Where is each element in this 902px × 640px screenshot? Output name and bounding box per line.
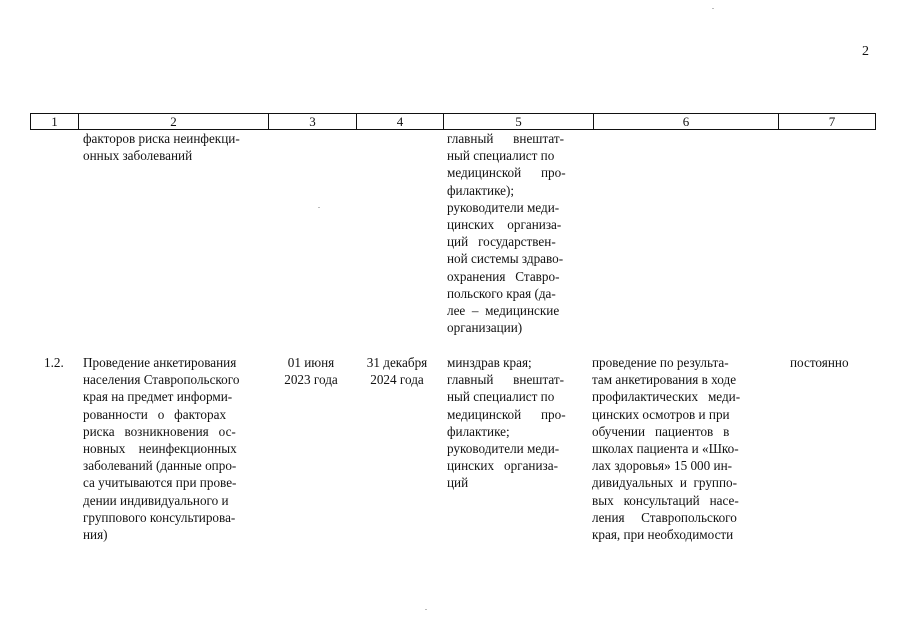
column-number-2: 2 bbox=[79, 114, 269, 129]
text-line: там анкетирования в ходе bbox=[592, 372, 737, 388]
text-line: рованности о факторах bbox=[83, 406, 227, 422]
text-line: 01 июня bbox=[287, 355, 335, 370]
column-number-4: 4 bbox=[357, 114, 444, 129]
text-line: обучении пациентов в bbox=[592, 423, 730, 439]
scan-speck bbox=[425, 609, 427, 610]
row-number: 1.2. bbox=[44, 355, 64, 370]
scan-speck bbox=[318, 207, 320, 208]
text-line: вых консультаций насе- bbox=[592, 492, 739, 508]
text-line: 31 декабря bbox=[366, 355, 428, 370]
page-number: 2 bbox=[862, 44, 869, 59]
continuation-col5 bbox=[447, 130, 581, 336]
text-line: профилактических меди- bbox=[592, 389, 741, 405]
row-1-2-col2 bbox=[83, 354, 265, 543]
text-line: медицинской про- bbox=[447, 165, 566, 181]
text-line: заболеваний (данные опро- bbox=[83, 458, 237, 474]
text-line: руководители меди- bbox=[447, 441, 560, 457]
text-line: 2024 года bbox=[370, 372, 424, 388]
text-line: школах пациента и «Шко- bbox=[592, 441, 739, 457]
text-line: края на предмет информи- bbox=[83, 389, 233, 405]
text-line: са учитываются при прове- bbox=[83, 475, 237, 491]
text-line: филактике; bbox=[447, 423, 510, 439]
column-number-5: 5 bbox=[444, 114, 594, 129]
text-line: охранения Ставро- bbox=[447, 268, 560, 284]
text-line: ций bbox=[447, 475, 469, 491]
text-line: ной системы здраво- bbox=[447, 251, 564, 267]
row-1-2-col5 bbox=[447, 354, 583, 492]
column-number-6: 6 bbox=[594, 114, 779, 129]
text-line: минздрав края; bbox=[447, 355, 532, 370]
text-line: польского края (да- bbox=[447, 285, 556, 301]
text-line: лее – медицинские bbox=[447, 303, 560, 319]
text-line: проведение по результа- bbox=[592, 355, 729, 370]
text-line: филактике); bbox=[447, 182, 515, 198]
column-number-7: 7 bbox=[828, 114, 836, 129]
column-number-3: 3 bbox=[269, 114, 357, 129]
text-line: ный специалист по bbox=[447, 148, 555, 164]
text-line: факторов риска неинфекци- bbox=[83, 131, 240, 146]
text-line: 2023 года bbox=[284, 372, 338, 388]
text-line: цинских организа- bbox=[447, 217, 562, 233]
text-line: главный внештат- bbox=[447, 131, 565, 146]
text-line: дивидуальных и группо- bbox=[592, 475, 738, 491]
text-line: онных заболеваний bbox=[83, 148, 193, 164]
row-1-2-col6 bbox=[592, 354, 764, 543]
text-line: медицинской про- bbox=[447, 406, 566, 422]
row-1-2-col7: постоянно bbox=[790, 355, 849, 370]
text-line: цинских организа- bbox=[447, 458, 558, 474]
scan-speck bbox=[712, 8, 714, 9]
text-line: ния) bbox=[83, 527, 108, 543]
text-line: новных неинфекционных bbox=[83, 441, 237, 457]
text-line: главный внештат- bbox=[447, 372, 565, 388]
text-line: руководители меди- bbox=[447, 199, 560, 215]
text-line: края, при необходимости bbox=[592, 527, 734, 543]
text-line: населения Ставропольского bbox=[83, 372, 240, 388]
table-header-row bbox=[30, 113, 876, 130]
text-line: организации) bbox=[447, 320, 523, 336]
text-line: риска возникновения ос- bbox=[83, 423, 236, 439]
text-line: дении индивидуального и bbox=[83, 492, 229, 508]
column-number-1: 1 bbox=[31, 114, 79, 129]
text-line: лах здоровья» 15 000 ин- bbox=[592, 458, 733, 474]
text-line: группового консультирова- bbox=[83, 509, 236, 525]
text-line: ный специалист по bbox=[447, 389, 555, 405]
row-1-2-start-date bbox=[272, 354, 350, 388]
row-1-2-end-date bbox=[356, 354, 438, 388]
text-line: ления Ставропольского bbox=[592, 509, 737, 525]
text-line: Проведение анкетирования bbox=[83, 355, 237, 370]
continuation-col2 bbox=[83, 130, 263, 164]
text-line: цинских осмотров и при bbox=[592, 406, 730, 422]
text-line: ций государствен- bbox=[447, 234, 556, 250]
